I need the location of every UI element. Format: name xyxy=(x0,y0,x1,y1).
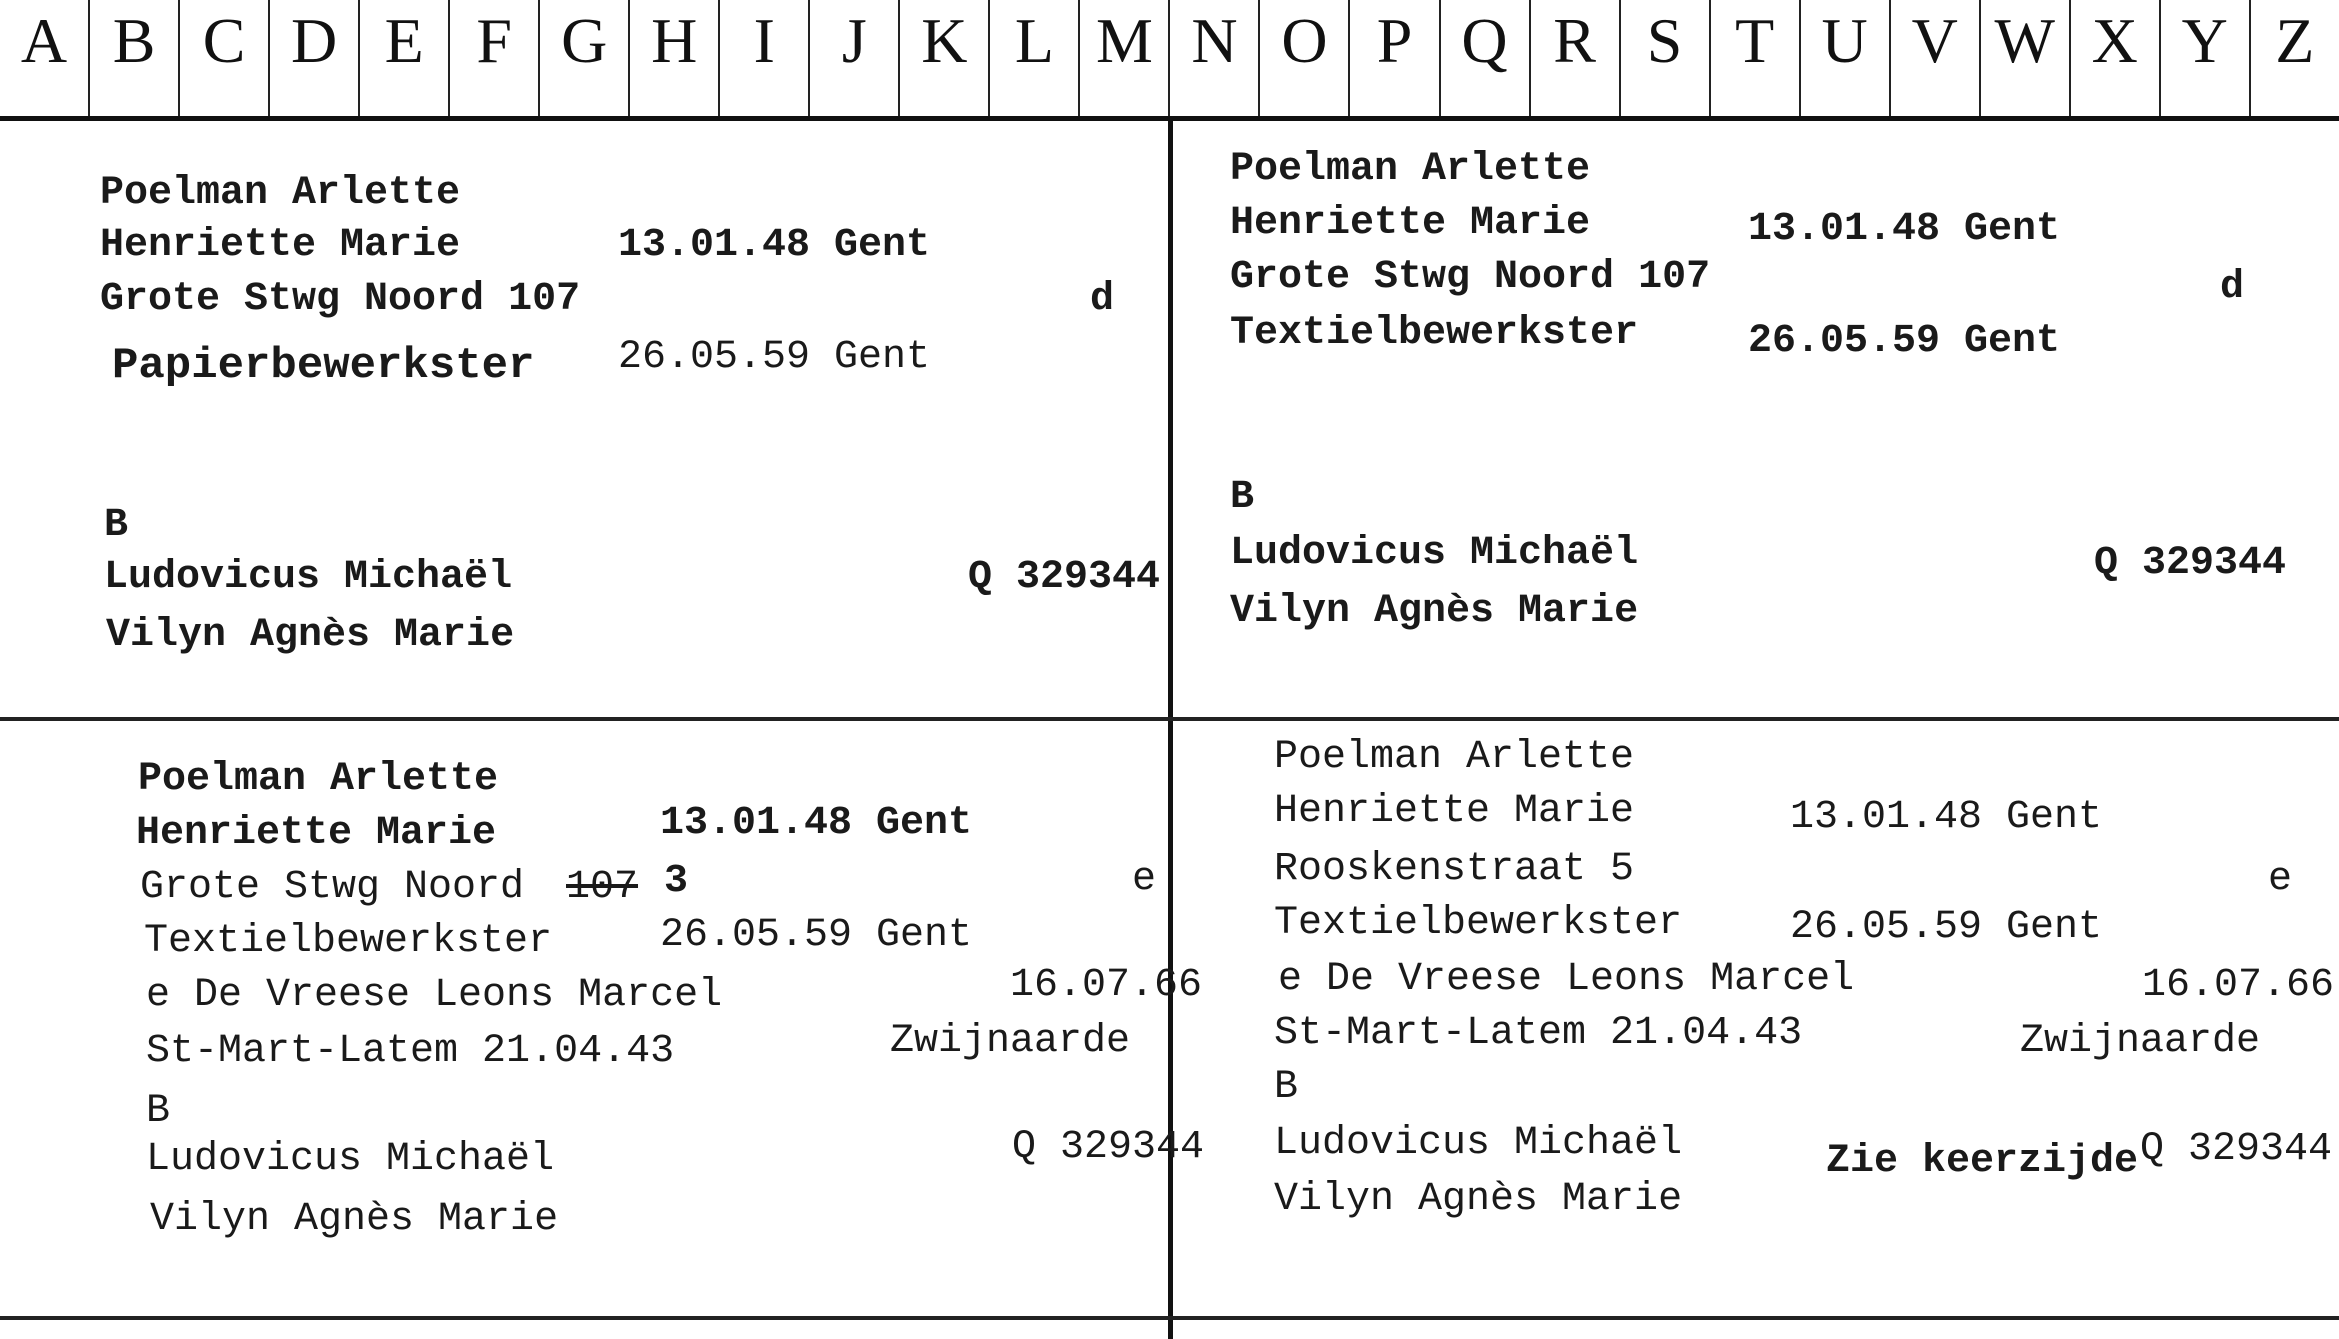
card-section: B xyxy=(104,503,129,548)
card-name: Poelman Arlette xyxy=(1274,735,1635,780)
alphabet-tab-t: T xyxy=(1711,0,1801,116)
card-name: Poelman Arlette xyxy=(100,171,461,216)
card-occupation-date: 26.05.59 Gent xyxy=(1790,905,2103,950)
alphabet-tab-i: I xyxy=(720,0,810,116)
card-address: Grote Stwg Noord 107 xyxy=(100,277,581,322)
alphabet-tab-c: C xyxy=(180,0,270,116)
alphabet-tab-g: G xyxy=(540,0,630,116)
card-spouse: e De Vreese Leons Marcel xyxy=(1278,957,1855,1002)
card-occupation-date: 26.05.59 Gent xyxy=(660,913,973,958)
card-stamp-see-reverse: Zie keerzijde xyxy=(1826,1139,2139,1184)
card-middle-names: Henriette Marie xyxy=(136,811,497,856)
alphabet-tab-l: L xyxy=(990,0,1080,116)
card-section: B xyxy=(146,1089,171,1134)
card-spouse-birth: St-Mart-Latem 21.04.43 xyxy=(146,1029,675,1074)
card-father: Ludovicus Michaël xyxy=(1230,531,1639,576)
card-marriage-place: Zwijnaarde xyxy=(2020,1019,2261,1064)
card-birth: 13.01.48 Gent xyxy=(1748,207,2061,252)
alphabet-tab-m: M xyxy=(1080,0,1170,116)
card-birth: 13.01.48 Gent xyxy=(1790,795,2103,840)
alphabet-tab-o: O xyxy=(1260,0,1350,116)
card-address: Grote Stwg Noord xyxy=(140,865,525,910)
card-occupation: Textielbewerkster xyxy=(144,919,553,964)
card-address: Rooskenstraat 5 xyxy=(1274,847,1635,892)
card-middle-names: Henriette Marie xyxy=(1274,789,1635,834)
card-mother: Vilyn Agnès Marie xyxy=(1274,1177,1683,1222)
card-reference: Q 329344 xyxy=(1012,1125,1205,1170)
alphabet-tab-r: R xyxy=(1531,0,1621,116)
card-marker: d xyxy=(2220,265,2245,310)
card-divider-horizontal xyxy=(0,717,2339,721)
alphabet-tab-u: U xyxy=(1801,0,1891,116)
card-occupation: Textielbewerkster xyxy=(1230,311,1639,356)
card-address-struck: 107 xyxy=(566,865,639,910)
card-spouse-birth: St-Mart-Latem 21.04.43 xyxy=(1274,1011,1803,1056)
card-marker: e xyxy=(2268,857,2293,902)
alphabet-tab-d: D xyxy=(270,0,360,116)
alphabet-tab-w: W xyxy=(1981,0,2071,116)
card-name: Poelman Arlette xyxy=(138,757,499,802)
card-occupation: Papierbewerkster xyxy=(112,341,535,391)
card-reference: Q 329344 xyxy=(968,555,1161,600)
alphabet-tab-p: P xyxy=(1350,0,1440,116)
alphabet-tab-b: B xyxy=(90,0,180,116)
card-marriage-date: 16.07.66 xyxy=(2142,963,2335,1008)
card-occupation: Textielbewerkster xyxy=(1274,901,1683,946)
alphabet-tab-x: X xyxy=(2071,0,2161,116)
card-occupation-date: 26.05.59 Gent xyxy=(1748,319,2061,364)
card-mother: Vilyn Agnès Marie xyxy=(106,613,515,658)
card-middle-names: Henriette Marie xyxy=(1230,201,1591,246)
card-marriage-date: 16.07.66 xyxy=(1010,963,1203,1008)
alphabet-tab-y: Y xyxy=(2161,0,2251,116)
card-divider-bottom xyxy=(0,1316,2339,1320)
card-birth: 13.01.48 Gent xyxy=(618,223,931,268)
alphabet-tab-a: A xyxy=(0,0,90,116)
card-mother: Vilyn Agnès Marie xyxy=(1230,589,1639,634)
alphabet-tab-k: K xyxy=(900,0,990,116)
alphabet-index-bar xyxy=(0,0,2339,121)
alphabet-tab-f: F xyxy=(450,0,540,116)
card-mother: Vilyn Agnès Marie xyxy=(150,1197,559,1242)
alphabet-tab-v: V xyxy=(1891,0,1981,116)
card-reference: Q 329344 xyxy=(2094,541,2287,586)
card-address: Grote Stwg Noord 107 xyxy=(1230,255,1711,300)
card-section: B xyxy=(1230,475,1255,520)
alphabet-tab-j: J xyxy=(810,0,900,116)
card-marker: d xyxy=(1090,277,1115,322)
card-address-correction: 3 xyxy=(664,859,689,904)
card-father: Ludovicus Michaël xyxy=(104,555,513,600)
card-occupation-date: 26.05.59 Gent xyxy=(618,335,931,380)
alphabet-tab-z: Z xyxy=(2275,5,2315,76)
card-father: Ludovicus Michaël xyxy=(1274,1121,1683,1166)
alphabet-tab-s: S xyxy=(1621,0,1711,116)
card-reference: Q 329344 xyxy=(2140,1127,2333,1172)
card-middle-names: Henriette Marie xyxy=(100,223,461,268)
card-name: Poelman Arlette xyxy=(1230,147,1591,192)
alphabet-tab-q: Q xyxy=(1441,0,1531,116)
card-spouse: e De Vreese Leons Marcel xyxy=(146,973,723,1018)
alphabet-tab-e: E xyxy=(360,0,450,116)
card-section: B xyxy=(1274,1065,1299,1110)
card-birth: 13.01.48 Gent xyxy=(660,801,973,846)
card-marker: e xyxy=(1132,857,1157,902)
alphabet-tab-n: N xyxy=(1170,0,1260,116)
alphabet-tab-h: H xyxy=(630,0,720,116)
card-marriage-place: Zwijnaarde xyxy=(890,1019,1131,1064)
card-father: Ludovicus Michaël xyxy=(146,1137,555,1182)
